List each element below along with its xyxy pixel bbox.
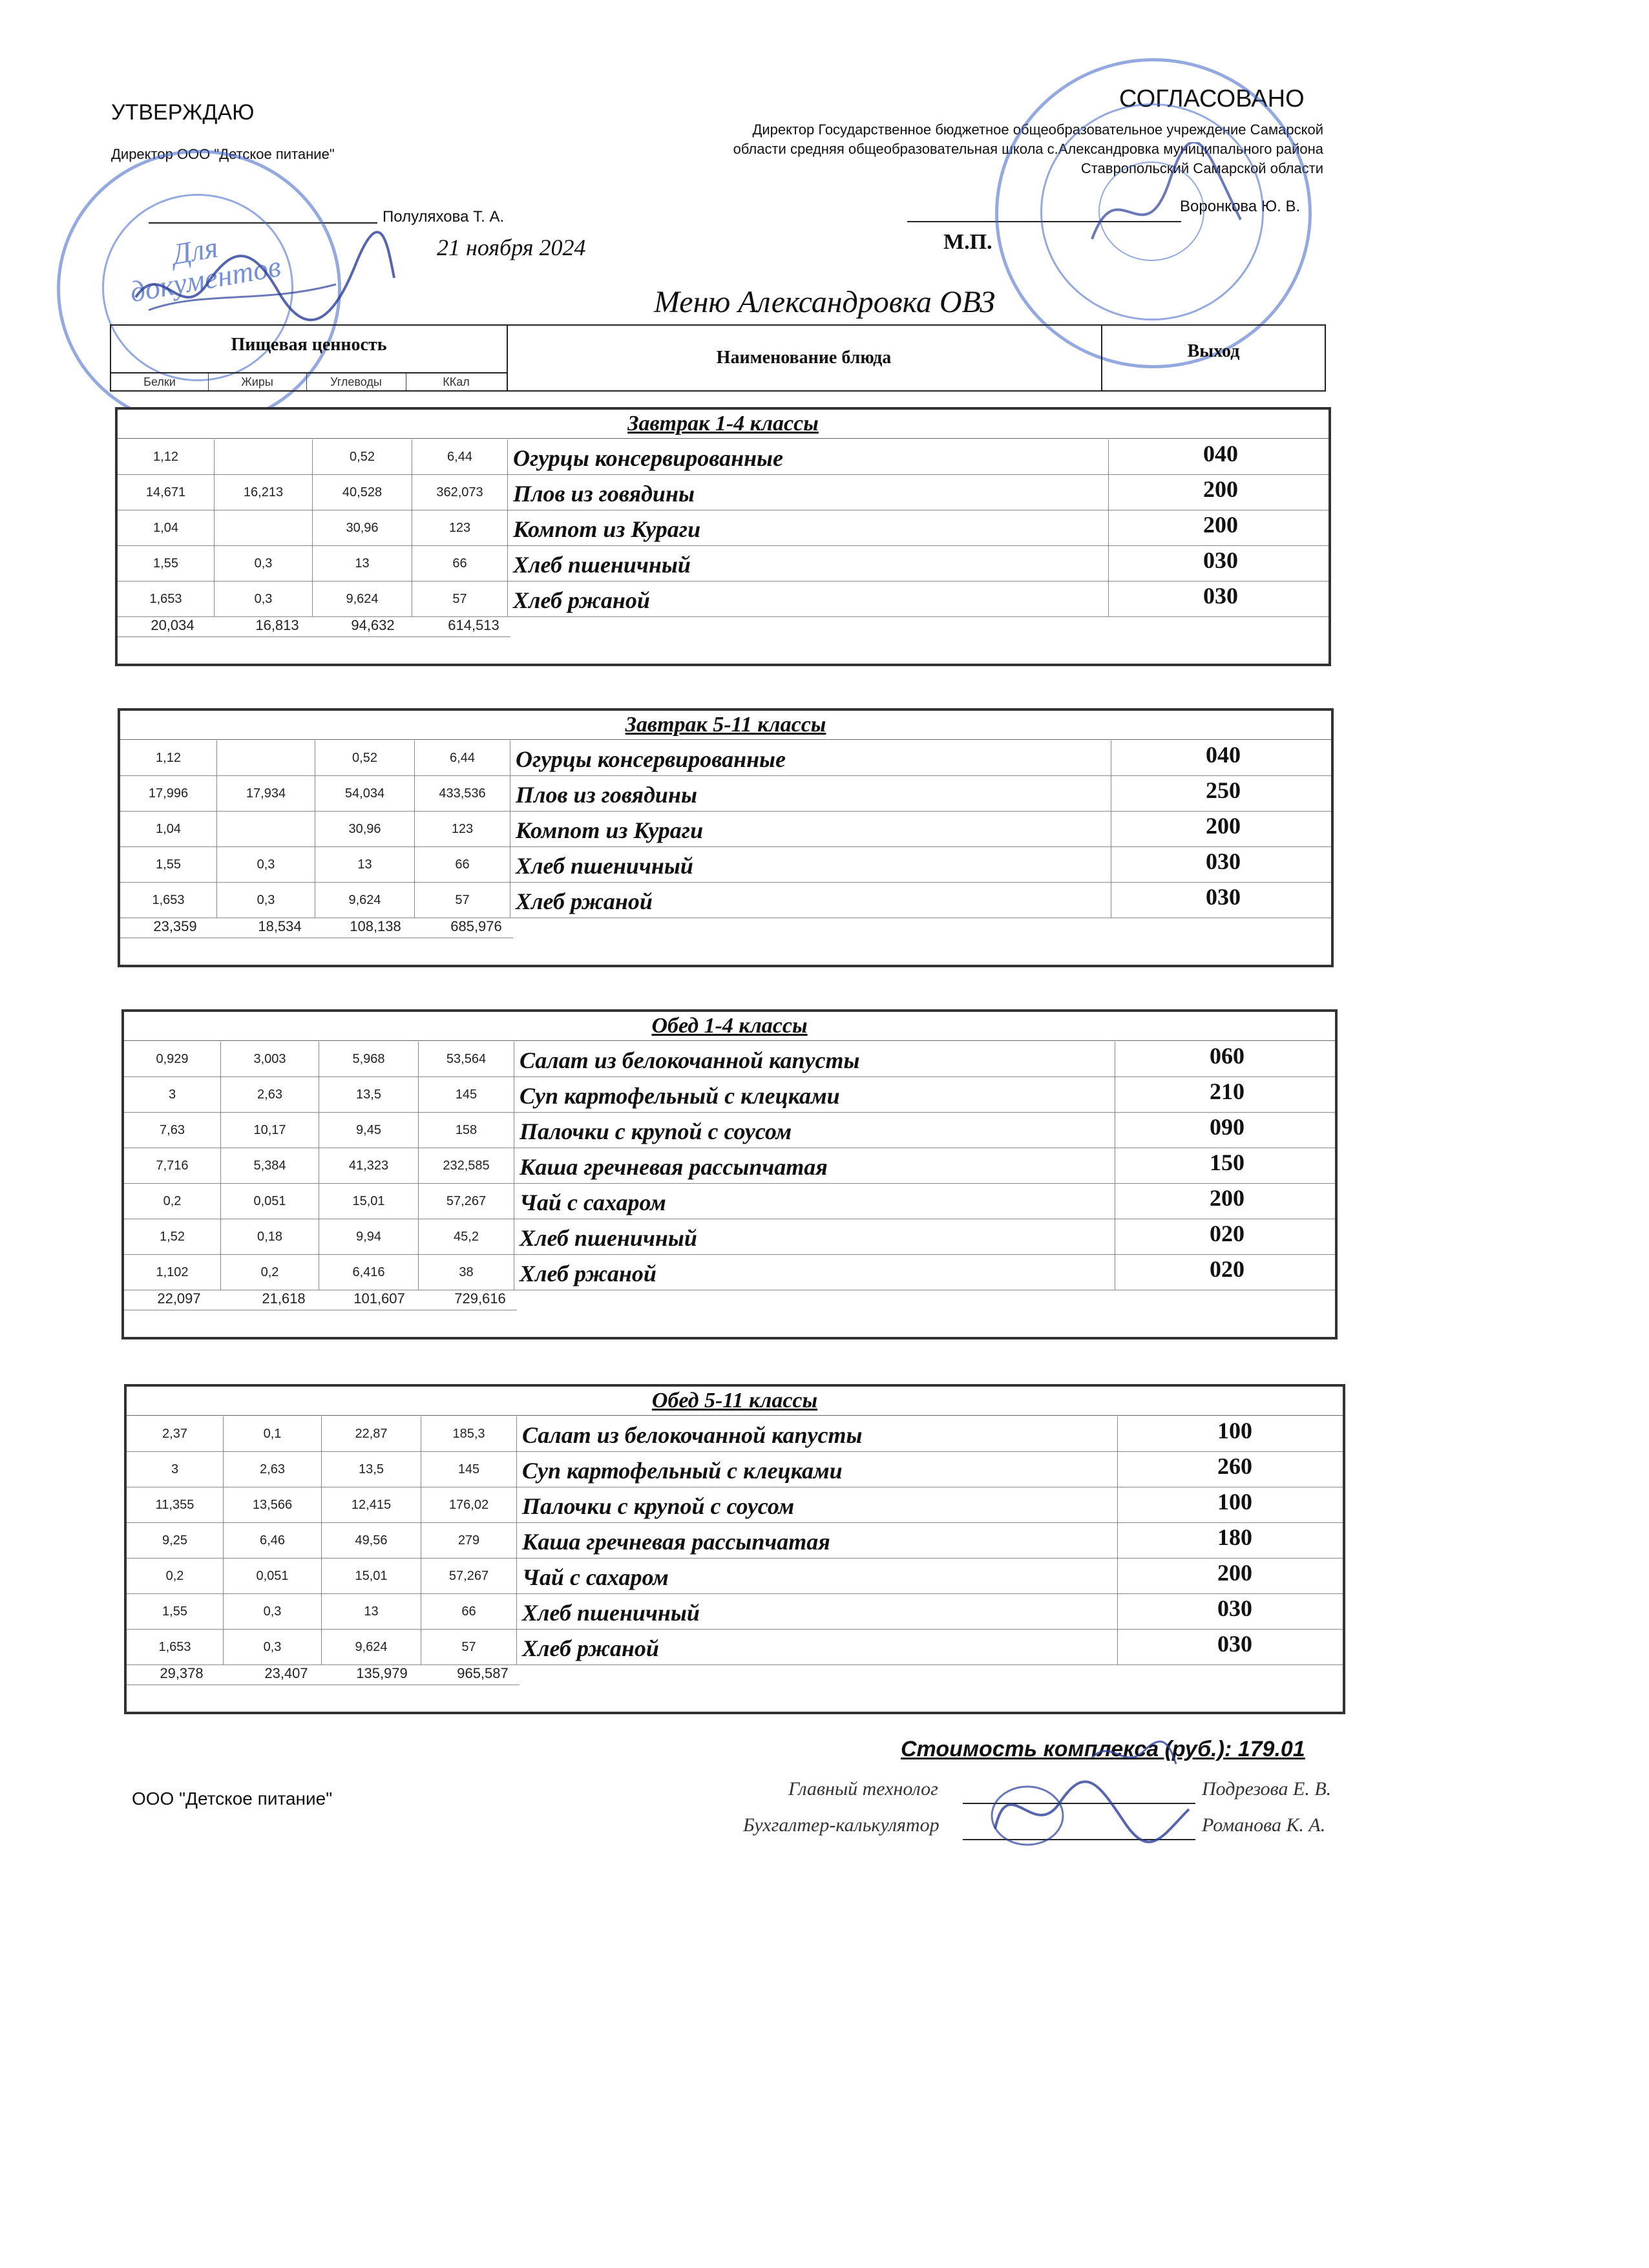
cell-dish: Плов из говядины [508,475,1109,510]
cell-kcal: 57 [421,1630,517,1664]
total-kcal: 965,587 [457,1665,509,1681]
cell-fat: 0,051 [221,1184,319,1219]
cell-output: 030 [1203,583,1238,609]
cell-dish: Хлеб ржаной [510,883,1111,918]
cell-carbs: 9,624 [313,582,412,616]
cell-dish: Суп картофельный с клецками [517,1452,1118,1487]
cell-carbs: 0,52 [315,740,415,775]
cell-carbs: 30,96 [315,812,415,846]
cell-protein: 7,716 [124,1148,221,1183]
agree-title: СОГЛАСОВАНО [1119,85,1305,112]
menu-section [115,407,1331,666]
cell-fat: 0,3 [224,1630,322,1664]
cell-carbs: 5,968 [319,1042,419,1076]
cell-fat: 0,2 [221,1255,319,1290]
cell-fat [217,812,315,846]
table-row [124,1255,1335,1290]
cell-fat: 0,3 [215,546,313,581]
cell-carbs: 9,45 [319,1113,419,1148]
cell-protein: 1,653 [118,582,215,616]
acc-name: Романова К. А. [1202,1814,1326,1836]
table-row [124,1042,1335,1077]
section-title: Завтрак 5-11 классы [120,711,1331,740]
cell-fat [215,510,313,545]
cell-protein: 1,55 [120,847,217,882]
total-carbs: 94,632 [351,617,395,633]
cell-dish: Чай с сахаром [517,1559,1118,1593]
cell-protein: 1,12 [118,439,215,474]
cell-protein: 1,55 [118,546,215,581]
cell-output: 100 [1217,1489,1252,1515]
cell-carbs: 0,52 [313,439,412,474]
table-row [127,1416,1343,1452]
cell-fat: 16,213 [215,475,313,510]
cell-kcal: 433,536 [415,776,510,811]
cell-dish: Хлеб ржаной [517,1630,1118,1664]
agree-role-line-1: Директор Государственное бюджетное общеобразовательное учреждение Самарской [752,121,1323,138]
cell-carbs: 13,5 [319,1077,419,1112]
section-title: Завтрак 1-4 классы [118,410,1329,439]
total-protein: 22,097 [157,1290,201,1307]
cell-output: 030 [1203,547,1238,573]
cell-dish: Компот из Кураги [508,510,1109,545]
cell-output: 030 [1206,884,1241,910]
cell-protein: 3 [124,1077,221,1112]
table-row [118,510,1329,546]
approve-date: 21 ноября 2024 [437,235,586,260]
total-fat: 18,534 [258,918,302,934]
cell-dish: Каша гречневая рассыпчатая [514,1148,1115,1183]
cell-kcal: 176,02 [421,1487,517,1522]
menu-header [110,324,1326,392]
table-row [124,1077,1335,1113]
cell-protein: 0,2 [124,1184,221,1219]
cell-protein: 1,04 [118,510,215,545]
cell-protein: 1,653 [120,883,217,918]
cell-carbs: 6,416 [319,1255,419,1290]
agree-mp: М.П. [943,230,993,254]
table-row [127,1559,1343,1594]
cell-fat: 0,3 [224,1594,322,1629]
cell-output: 200 [1206,813,1241,839]
total-carbs: 135,979 [356,1665,408,1681]
total-fat: 21,618 [262,1290,306,1307]
tech-name: Подрезова Е. В. [1202,1778,1332,1800]
cell-protein: 14,671 [118,475,215,510]
table-row [127,1487,1343,1523]
cell-fat: 0,18 [221,1219,319,1254]
cell-dish: Каша гречневая рассыпчатая [517,1523,1118,1558]
cell-kcal: 45,2 [419,1219,514,1254]
cell-kcal: 38 [419,1255,514,1290]
cell-output: 200 [1203,512,1238,538]
cell-carbs: 15,01 [322,1559,421,1593]
cell-output: 020 [1210,1256,1245,1282]
table-row [127,1523,1343,1559]
cell-kcal: 362,073 [412,475,508,510]
table-row [127,1630,1343,1665]
approve-title: УТВЕРЖДАЮ [111,100,255,125]
cell-fat: 10,17 [221,1113,319,1148]
cell-carbs: 49,56 [322,1523,421,1558]
cell-output: 030 [1217,1595,1252,1621]
agree-signature-scribble [1086,142,1254,271]
cell-carbs: 13 [315,847,415,882]
table-row [120,740,1331,776]
section-title: Обед 1-4 классы [124,1012,1335,1041]
footer-company: ООО "Детское питание" [132,1789,333,1809]
cell-output: 030 [1217,1631,1252,1657]
table-row [118,439,1329,475]
col-kcal: ККал [443,375,470,388]
cell-dish: Хлеб пшеничный [514,1219,1115,1254]
cell-kcal: 66 [421,1594,517,1629]
cell-fat: 3,003 [221,1042,319,1076]
output-header: Выход [1187,341,1240,361]
cell-dish: Хлеб ржаной [508,582,1109,616]
cell-carbs: 15,01 [319,1184,419,1219]
cell-output: 180 [1217,1524,1252,1550]
cell-dish: Чай с сахаром [514,1184,1115,1219]
cell-fat: 0,1 [224,1416,322,1451]
total-carbs: 101,607 [353,1290,405,1307]
cell-fat [217,740,315,775]
cell-output: 040 [1206,742,1241,768]
cell-protein: 1,653 [127,1630,224,1664]
table-row [120,883,1331,918]
cell-dish: Огурцы консервированные [510,740,1111,775]
cell-kcal: 6,44 [412,439,508,474]
cell-kcal: 57,267 [421,1559,517,1593]
table-row [120,847,1331,883]
agree-role-line-3: Ставропольский Самарской области [1080,160,1323,176]
cell-kcal: 57,267 [419,1184,514,1219]
cell-protein: 1,04 [120,812,217,846]
cell-output: 030 [1206,848,1241,874]
cell-carbs: 13,5 [322,1452,421,1487]
cell-fat [215,439,313,474]
cell-carbs: 9,624 [315,883,415,918]
cell-kcal: 53,564 [419,1042,514,1076]
total-protein: 23,359 [153,918,197,934]
menu-section [118,708,1334,967]
cell-protein: 1,52 [124,1219,221,1254]
cell-output: 210 [1210,1078,1245,1104]
cell-kcal: 145 [421,1452,517,1487]
table-row [124,1113,1335,1148]
cell-fat: 0,3 [215,582,313,616]
tech-role: Главный технолог [788,1778,938,1800]
total-carbs: 108,138 [350,918,401,934]
cell-output: 260 [1217,1453,1252,1479]
cell-dish: Палочки с крупой с соусом [517,1487,1118,1522]
cell-dish: Суп картофельный с клецками [514,1077,1115,1112]
cell-dish: Огурцы консервированные [508,439,1109,474]
total-fat: 16,813 [255,617,299,633]
cell-dish: Хлеб пшеничный [510,847,1111,882]
cell-kcal: 185,3 [421,1416,517,1451]
cell-carbs: 9,94 [319,1219,419,1254]
col-protein: Белки [111,373,209,390]
acc-role: Бухгалтер-калькулятор [743,1814,940,1836]
cell-kcal: 66 [415,847,510,882]
cell-output: 040 [1203,441,1238,467]
cell-kcal: 6,44 [415,740,510,775]
cell-protein: 7,63 [124,1113,221,1148]
cell-carbs: 54,034 [315,776,415,811]
cell-protein: 9,25 [127,1523,224,1558]
cell-protein: 3 [127,1452,224,1487]
cell-output: 060 [1210,1043,1245,1069]
cell-carbs: 30,96 [313,510,412,545]
table-row [118,546,1329,582]
cell-protein: 0,2 [127,1559,224,1593]
cell-carbs: 41,323 [319,1148,419,1183]
total-fat: 23,407 [264,1665,308,1681]
agree-name: Воронкова Ю. В. [1180,198,1301,215]
total-protein: 29,378 [160,1665,204,1681]
approve-stamp-text: Для документов [127,230,284,309]
cell-output: 200 [1217,1560,1252,1586]
table-row [124,1219,1335,1255]
cell-dish: Хлеб пшеничный [508,546,1109,581]
dish-header: Наименование блюда [507,326,1102,390]
cell-kcal: 279 [421,1523,517,1558]
total-underline [118,636,510,637]
cell-protein: 2,37 [127,1416,224,1451]
cell-kcal: 66 [412,546,508,581]
footer-signatures-scribble [982,1732,1228,1861]
table-row [120,776,1331,812]
cell-protein: 1,102 [124,1255,221,1290]
cell-output: 200 [1203,476,1238,502]
cell-protein: 11,355 [127,1487,224,1522]
cell-protein: 1,55 [127,1594,224,1629]
cell-kcal: 232,585 [419,1148,514,1183]
cell-fat: 2,63 [221,1077,319,1112]
cell-protein: 1,12 [120,740,217,775]
cell-protein: 17,996 [120,776,217,811]
agree-role-line-2: области средняя общеобразовательная школа с.Александровка муниципального района [733,141,1323,157]
table-row [127,1594,1343,1630]
nutrition-header-cell [111,326,508,390]
menu-section [121,1009,1338,1339]
cell-fat: 17,934 [217,776,315,811]
cell-kcal: 123 [412,510,508,545]
cell-kcal: 57 [415,883,510,918]
cell-dish: Хлеб пшеничный [517,1594,1118,1629]
total-kcal: 614,513 [448,617,499,633]
cell-output: 200 [1210,1185,1245,1211]
cell-output: 090 [1210,1114,1245,1140]
cell-carbs: 12,415 [322,1487,421,1522]
nutrition-header: Пищевая ценность [111,326,507,373]
section-title: Обед 5-11 классы [127,1387,1343,1416]
cell-dish: Салат из белокочанной капусты [514,1042,1115,1076]
table-row [120,812,1331,847]
cell-dish: Хлеб ржаной [514,1255,1115,1290]
cell-kcal: 57 [412,582,508,616]
table-row [118,475,1329,510]
cell-dish: Компот из Кураги [510,812,1111,846]
table-row [118,582,1329,617]
menu-section [124,1384,1345,1714]
cell-fat: 13,566 [224,1487,322,1522]
cell-carbs: 13 [322,1594,421,1629]
col-fat: Жиры [208,373,307,390]
cell-kcal: 145 [419,1077,514,1112]
cell-dish: Салат из белокочанной капусты [517,1416,1118,1451]
table-row [127,1452,1343,1487]
approve-role: Директор ООО "Детское питание" [111,146,335,162]
cell-kcal: 158 [419,1113,514,1148]
cell-carbs: 40,528 [313,475,412,510]
total-kcal: 685,976 [450,918,502,934]
cell-fat: 0,3 [217,883,315,918]
cell-carbs: 22,87 [322,1416,421,1451]
cell-dish: Палочки с крупой с соусом [514,1113,1115,1148]
table-row [124,1148,1335,1184]
cell-carbs: 13 [313,546,412,581]
total-protein: 20,034 [151,617,194,633]
cell-fat: 5,384 [221,1148,319,1183]
cell-protein: 0,929 [124,1042,221,1076]
approve-name: Полуляхова Т. А. [383,208,505,226]
cell-fat: 0,3 [217,847,315,882]
cell-kcal: 123 [415,812,510,846]
cell-fat: 2,63 [224,1452,322,1487]
complex-cost: Стоимость комплекса (руб.): 179.01 [901,1737,1305,1761]
cell-dish: Плов из говядины [510,776,1111,811]
cell-output: 100 [1217,1418,1252,1444]
col-carbs: Углеводы [306,373,406,390]
cell-output: 250 [1206,777,1241,803]
table-row [124,1184,1335,1219]
cell-carbs: 9,624 [322,1630,421,1664]
cell-fat: 6,46 [224,1523,322,1558]
cell-fat: 0,051 [224,1559,322,1593]
cell-output: 020 [1210,1221,1245,1246]
doc-title: Меню Александровка ОВЗ [654,285,995,319]
total-kcal: 729,616 [454,1290,506,1307]
cell-output: 150 [1210,1150,1245,1175]
